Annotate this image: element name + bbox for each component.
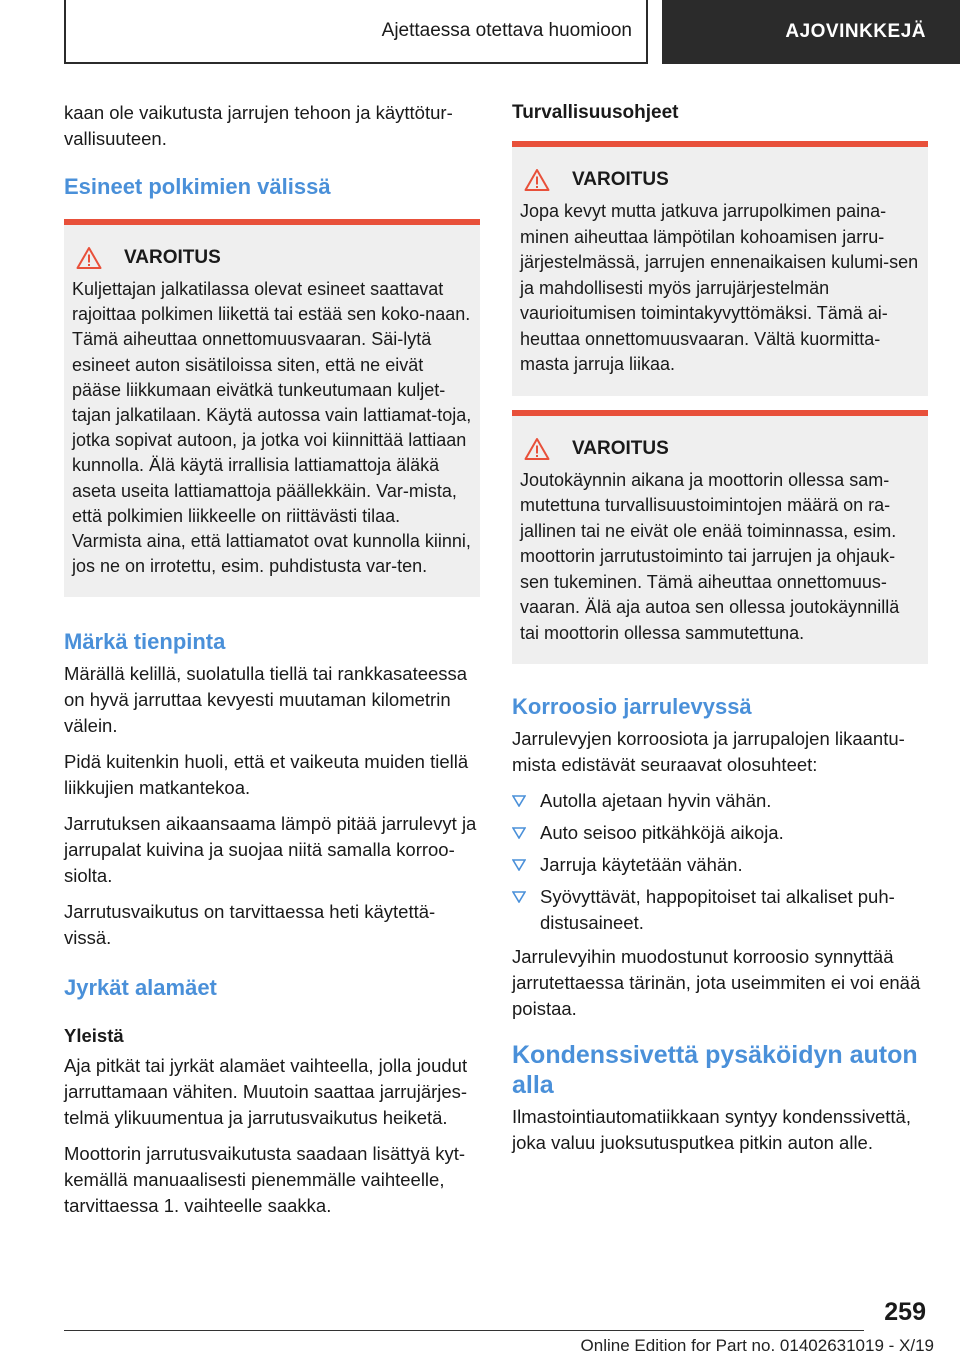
corrosion-conditions-list: [512, 788, 928, 936]
subheading-general: Yleistä: [64, 1025, 124, 1047]
wet-paragraph-3: Jarrutuksen aikaansaama lämpö pitää jarrulevyt ja jarrupalat kuivina ja suojaa niitä samalla korroo-siolta.: [64, 813, 477, 887]
list-item: Autolla ajetaan hyvin vähän.: [512, 788, 928, 814]
footer-divider: [64, 1330, 864, 1331]
footer-edition: Online Edition for Part no. 01402631019 - X/19: [580, 1336, 934, 1355]
condensation-paragraph: Ilmastointiautomatiikkaan syntyy kondenssivettä, joka valuu juoksutusputkea pitkin auton alle.: [512, 1106, 911, 1153]
heading-wet-road: Märkä tienpinta: [64, 629, 226, 655]
triangle-bullet-icon: [512, 827, 526, 839]
triangle-bullet-icon: [512, 891, 526, 903]
triangle-bullet-icon: [512, 859, 526, 871]
list-item: Syövyttävät, happopitoiset tai alkaliset puh-distusaineet.: [512, 884, 928, 936]
warning-triangle-icon: [524, 437, 550, 461]
page-number: 259: [884, 1298, 926, 1326]
left-column: [64, 100, 480, 1229]
heading-objects-between-pedals: Esineet polkimien välissä: [64, 174, 331, 199]
list-item: Auto seisoo pitkähköjä aikoja.: [512, 820, 928, 846]
slopes-paragraph-1: Aja pitkät tai jyrkät alamäet vaihteella, jolla joudut jarruttamaan vähiten. Muutoin saattaa jarrujärjes-telmä ylikuumentua ja jarrutusvaikutus heiketä.: [64, 1055, 468, 1129]
right-column: [512, 100, 928, 1166]
heading-safety-instructions: Turvallisuusohjeet: [512, 102, 679, 123]
intro-paragraph: kaan ole vaikutusta jarrujen tehoon ja käyttötur-vallisuuteen.: [64, 102, 453, 149]
warning-header: [520, 436, 920, 462]
warning-triangle-icon: [524, 168, 550, 192]
running-header-chapter: [662, 0, 960, 64]
warning-title: VAROITUS: [572, 169, 669, 190]
warning-header: [520, 167, 920, 193]
warning-text: Kuljettajan jalkatilassa olevat esineet saattavat rajoittaa polkimen liikettä tai estää sen koko-naan. Tämä aiheuttaa onnettomuusvaaran. Säi-lytä esineet auton sisätiloissa siten, että ne eivät pääse liikkumaan eivätkä tunkeutumaan kuljet-tajan jalkatilaan. Käytä autossa vain lattiamat-toja, jotka sopivat autoon, ja jotka voi kiinnittää lattiaan kunnolla. Älä käytä irrallisia lattiamattoja äläkä aseta useita lattiamattoja päällekkäin. Var-mista, että polkimien liikkeelle on riittävästi tilaa. Varmista aina, että lattiamatot ovat kunnolla kiinni, jos ne on irrotettu, esim. puhdistusta var-ten.: [72, 279, 472, 577]
corrosion-intro: Jarrulevyjen korroosiota ja jarrupalojen likaantu-mista edistävät seuraavat olosuhteet:: [512, 728, 905, 775]
heading-steep-slopes: Jyrkät alamäet: [64, 975, 217, 1001]
warning-triangle-icon: [76, 246, 102, 270]
list-item: Jarruja käytetään vähän.: [512, 852, 928, 878]
warning-title: VAROITUS: [124, 247, 221, 268]
wet-paragraph-1: Märällä kelillä, suolatulla tiellä tai rankkasateessa on hyvä jarruttaa kevyesti muutaman kilometrin välein.: [64, 663, 468, 737]
section-title: Ajettaessa otettava huomioon: [381, 20, 632, 41]
warning-title: VAROITUS: [572, 437, 669, 459]
warning-box-idling: [512, 410, 928, 665]
warning-box-objects: [64, 219, 480, 597]
warning-header: [72, 245, 472, 271]
warning-box-brake-pedal: [512, 141, 928, 396]
heading-condensation: Kondenssivettä pysäköidyn auton alla: [512, 1041, 918, 1099]
triangle-bullet-icon: [512, 795, 526, 807]
slopes-paragraph-2: Moottorin jarrutusvaikutusta saadaan lisättyä kyt-kemällä manuaalisesti pienemmälle vaihteelle, tarvittaessa 1. vaihteelle saakka.: [64, 1143, 466, 1217]
chapter-title: AJOVINKKEJÄ: [785, 21, 926, 42]
wet-paragraph-4: Jarrutusvaikutus on tarvittaessa heti käytettä-vissä.: [64, 901, 436, 949]
corrosion-outro: Jarrulevyihin muodostunut korroosio synnyttää jarrutettaessa tärinän, jota useimmiten ei voi enää poistaa.: [512, 946, 921, 1019]
wet-paragraph-2: Pidä kuitenkin huoli, että et vaikeuta muiden tiellä liikkujien matkantekoa.: [64, 751, 469, 799]
warning-text: Jopa kevyt mutta jatkuva jarrupolkimen paina-minen aiheuttaa lämpötilan kohoamisen jarru-järjestelmässä, jarrujen ennenaikaisen kulumi-sen ja mahdollisesti myös jarrujärjestelmän vaurioitumisen toimintakyvyttömäksi. Tämä ai-heuttaa onnettomuusvaaran. Vältä kuormitta-masta jarruja liikaa.: [520, 201, 919, 374]
warning-text: Joutokäynnin aikana ja moottorin ollessa sam-mutettuna turvallisuustoimintojen määrä on ra-jallinen tai ne eivät ole enää toiminnassa, esim. moottorin jarrutustoiminto tai jarrujen ja ohjauk-sen tukeminen. Tämä aiheuttaa onnettomuus-vaaran. Älä aja autoa sen ollessa joutokäynnillä tai moottorin ollessa sammutettuna.: [520, 469, 900, 643]
running-header-section: [64, 0, 648, 64]
heading-brake-disc-corrosion: Korroosio jarrulevyssä: [512, 694, 752, 719]
